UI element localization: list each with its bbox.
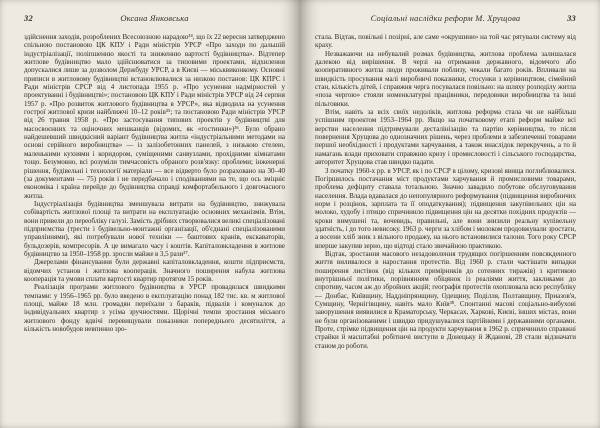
running-head-left: Оксана Янковська xyxy=(120,13,189,23)
page-number-left: 32 xyxy=(24,13,33,23)
page-number-right: 33 xyxy=(567,13,576,23)
page-header-right xyxy=(315,13,576,26)
paragraph: Реалізація програми житлового будівництва в УРСР провадилася швидкими темпами: у 1956–1965 рр. було введено в експлуатацію понад 182 тис. кв. м житлової площі, майже 18 млн. громадян переїхали з бараків, підвалів і комуналок до індивідуальних квартир з усіма зручностями. Щорічні темпи зростання міського житлового фонду вдвічі перевищували показники попереднього десятиліття, а кількість новобудов невпинно зро- xyxy=(24,283,285,334)
page-body-left xyxy=(24,33,285,333)
paragraph: Відтак, зростання масового незадоволення трудящих погіршенням повсякденного життя виливалося в наростання протестів. Від 1960 р. стали частішати випадки поширення листівок (від кількох примірників до сотенних тиражів) з критикою внутрішньої політики, порівнянням обіцянок із реаліями життя, закликами до спротиву, часом аж до збройних акцій; географія протестів охоплювала всю республіку — Донбас, Київщину, Наддніпрянщину, Одещину, Поділля, Полтавщину, Приазов'я, Сумщину, Чернігівщину, навіть мало Київ³⁸. Спонтанні масові соціально-вибухові заворушення виявилися в Краматорську, Черкасах, Харкові, Києві, інших містах, вони не були організованими і швидко придушувалися партійними і державними органами. Проте, стрімке підвищення цін на продукти харчування в 1962 р. спричинило справжні страйки й масштабні робітничі виступи в Донецьку й Жданові, 28 стали відзначати станом до роботи. xyxy=(315,249,576,350)
page-body-right xyxy=(315,33,576,350)
page-header-left xyxy=(24,13,285,26)
paragraph: З початку 1960-х рр. в УРСР, як і по СРСР в цілому, кризові явища поглиблювалися. Погіршилось постачання міст продуктами харчування й промисловими товарами, проблема дефіциту ставала тотальною. Значно завадило побутове обслуговування населення. Влада вдавалася до непопулярного реформування (підвищення виробничих норм і розцінок, зарплата та її оподаткування); підвищення закупівельних цін на молоко, худобу і птицю спричинило підвищення цін на десятки похідних продуктів — кроки вимушені та, вочевидь, правильні, але вони знизили реальну купівельну здатність, і до того невисоку. 1963 р. черги за хлібом і молоком продовжували зростати, а восени хліб зник з вільного продажу, на нього встановилися талони. Того року СРСР вперше закупив зерно, що відтоді стало звичайною практикою. xyxy=(315,166,576,250)
page-right xyxy=(300,0,600,428)
running-head-right: Соціальні наслідки реформ М. Хрущова xyxy=(370,13,521,23)
paragraph: Незважаючи на небувалий розмах будівництва, житлова проблема залишалася далекою від вирішення. В черзі на отримання державного, відомчого або кооперативного житла люди проживали поблизу, чекали багато років. Впливали на швидкість просування малі виробничі показники, стосунки з керівництвом, сімейний стан, кількість дітей, і справжня черга посувалася повільно: на шляху розподілу житла «поза чергою» стояли номенклатурні працівники, передовики виробництва та інші пільговики. xyxy=(315,49,576,108)
paragraph: Втім, навіть за всіх своїх недоліків, житлова реформа стала чи не найбільш успішним проектом 1953–1964 рр. Якщо на початковому етапі реформ майже всі верстви населення підтримували десталінізацію та партію керівництва, то після повернення Хрущова до однозначних рішень, через проблеми в забезпеченні товарами першої необхідності і продуктами харчування, а також внаслідок перекручень, а то й намагань влади приховати справжню кризу і промисловості і сільського господарства, авторитет Хрущова став швидко падати. xyxy=(315,108,576,167)
paragraph: Джерелами фінансування були державні капіталовкладення, кошти підприємств, відомчих установ і житлова кооперація. Значного поширення набула житлова кооперація та умови сплати вартості квартир протягом 15 років. xyxy=(24,258,285,283)
paragraph: Індустріалізація будівництва зменшувала витрати на будівництво, знижувала собівартість житлової площі та витрати на експлуатацію основних механізмів. Втім, вони привели до переобліку галузі. Замість дрібних створювалися великі спеціалізовані підприємства (трести і будівельно-монтажні організації, об'єднані спеціалізованими управліннями), які потребували нової техніки — баштових кранів, екскаваторів, бульдозерів, компресорів. А це вимагало часу і коштів. Капіталовкладення в житлове будівництво за 1950–1958 рр. зросли майже в 3,5 рази³⁷. xyxy=(24,199,285,258)
paragraph: стала. Відтак, повільні і позірні, але саме «окрушини» на той час рятували систему від краху. xyxy=(315,33,576,50)
paragraph: здійснення заходів, розроблених Всесоюзною нарадою³⁴, що їх 22 вересня затверджено спільною постановою ЦК КПУ і Ради міністрів УРСР «Про заходи по дальшій індустріалізації, поліпшенню якості та зниженню вартості будівництва». Відтепер житлове будівництво мало здійснюватися за типовими проектами, відхилення допускалися лише за дозволом Держбуду УРСР, а в Києві — міськвиконкому. Основні приписи в житловому будівництві встановлювалися за низкою постанов: ЦК КПРС і Ради міністрів СРСР від 4 листопада 1955 р. «Про усунення надмірностей у проектуванні і будівництві»; постановою ЦК КПУ і Ради міністрів УРСР від 24 серпня 1957 р. «Про розвиток житлового будівництва в УРСР», яка відводила на усунення гострої житлової кризи найближчі 10–12 років³⁵; та постановою Ради міністрів УРСР від 26 травня 1958 р. «Про застосування типових проектів у будівництві для масосвоєнних та оціночних мешканців (відомих, як «гостинки»)³⁶. Було обрано найдешевший швидкісний варіант будівництва житла «індустріальними методами на основі серійного виробництва» — із залізобетонних панелей, з низькою стелею, маленькими кухнями і коридором, суміщеними санвузлами, прохідними кімнатами тощо. Безумовно, всі розуміли тимчасовість обраного розв'язку: проблеми; інженерні рішення, будівельні і технології матеріали — все відверто було розраховано на 30–40 (за документами — 75) років і не передбачало і сподіваннями на те, що ось зміцніє економіка і країна перейде до будівництва справді комфортабельного і довгочасного житла. xyxy=(24,33,285,200)
